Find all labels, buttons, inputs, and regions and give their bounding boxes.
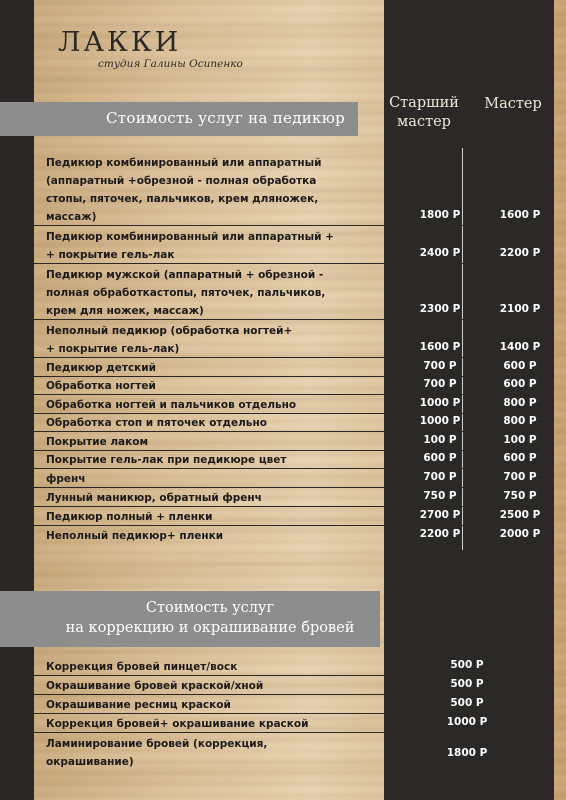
service-name: Педикюр мужской (аппаратный + обрезной - полная обработкастопы, пяточек, пальчиков, крем для ножек, массаж) [46, 269, 326, 317]
price-senior: 700 Р [423, 360, 457, 372]
price: 500 Р [450, 678, 484, 690]
price-master: 100 Р [503, 434, 537, 446]
row-divider [34, 468, 554, 469]
price-master: 700 Р [503, 471, 537, 483]
service-name: Педикюр комбинированный или аппаратный (аппаратный +обрезной - полная обработка стопы, пяточек, пальчиков, крем дляножек, массаж) [46, 157, 322, 223]
price-master: 800 Р [503, 415, 537, 427]
logo-subtitle: студия Галины Осипенко [98, 58, 243, 70]
price-senior: 1600 Р [419, 341, 461, 353]
price-master: 750 Р [503, 490, 537, 502]
service-name: Окрашивание ресниц краской [46, 699, 231, 711]
price-master: 600 Р [503, 360, 537, 372]
column-header-senior-master: Старший мастер [389, 95, 459, 130]
price-row [44, 322, 554, 358]
service-name: Покрытие лаком [46, 436, 149, 448]
logo-title: ЛАККИ [58, 27, 182, 58]
brow-price-row [44, 658, 554, 676]
brows-section-header [0, 591, 380, 647]
price-row [44, 414, 554, 432]
price-row [44, 359, 554, 377]
brow-price-row [44, 677, 554, 695]
service-name: Коррекция бровей+ окрашивание краской [46, 718, 309, 730]
column-header-master: Мастер [484, 96, 542, 112]
service-name: Ламинирование бровей (коррекция, окрашивание) [46, 738, 268, 768]
price-master: 1400 Р [499, 341, 541, 353]
row-divider [34, 319, 554, 320]
service-name: Обработка стоп и пяточек отдельно [46, 417, 267, 429]
price-row [44, 266, 554, 320]
price: 1800 Р [446, 747, 488, 759]
price-senior: 2200 Р [419, 528, 461, 540]
price-senior: 700 Р [423, 471, 457, 483]
service-name: Обработка ногтей [46, 380, 156, 392]
service-name: Окрашивание бровей краской/хной [46, 680, 264, 692]
price-master: 2500 Р [499, 509, 541, 521]
price-row [44, 396, 554, 414]
brows-section-title-line1: Стоимость услуг [145, 600, 275, 616]
row-divider [34, 732, 554, 733]
price-senior: 2700 Р [419, 509, 461, 521]
price-row [44, 154, 554, 226]
service-name: Обработка ногтей и пальчиков отдельно [46, 399, 297, 411]
row-divider [34, 225, 554, 226]
price: 1000 Р [446, 716, 488, 728]
row-divider [34, 263, 554, 264]
price-master: 2200 Р [499, 247, 541, 259]
price-senior: 600 Р [423, 452, 457, 464]
row-divider [34, 357, 554, 358]
price-row [44, 489, 554, 507]
price-row [44, 470, 554, 488]
row-divider [34, 506, 554, 507]
price-row [44, 228, 554, 264]
price-senior: 1000 Р [419, 415, 461, 427]
service-name: Педикюр полный + пленки [46, 511, 213, 523]
price-row [44, 508, 554, 526]
price-master: 2000 Р [499, 528, 541, 540]
row-divider [34, 394, 554, 395]
brows-section-title-line2: на коррекцию и окрашивание бровей [65, 620, 355, 636]
price-senior: 2300 Р [419, 303, 461, 315]
service-name: Педикюр комбинированный или аппаратный + + покрытие гель-лак [46, 231, 334, 261]
price: 500 Р [450, 659, 484, 671]
price-senior: 100 Р [423, 434, 457, 446]
row-divider [34, 525, 554, 526]
brow-price-row [44, 715, 554, 733]
brow-price-row [44, 696, 554, 714]
service-name: Лунный маникюр, обратный френч [46, 492, 262, 504]
price-senior: 1800 Р [419, 209, 461, 221]
price-senior: 700 Р [423, 378, 457, 390]
service-name: френч [46, 473, 86, 485]
price-master: 1600 Р [499, 209, 541, 221]
price-master: 2100 Р [499, 303, 541, 315]
price-row [44, 377, 554, 395]
price-row [44, 451, 554, 469]
pedicure-section-header [0, 102, 358, 136]
price: 500 Р [450, 697, 484, 709]
price-senior: 750 Р [423, 490, 457, 502]
price-row [44, 433, 554, 451]
brow-price-row [44, 735, 554, 771]
price-master: 800 Р [503, 397, 537, 409]
service-name: Неполный педикюр+ пленки [46, 530, 224, 542]
studio-logo [58, 28, 243, 70]
price-senior: 2400 Р [419, 247, 461, 259]
price-row [44, 527, 554, 545]
pedicure-section-title: Стоимость услуг на педикюр [106, 109, 345, 127]
row-divider [34, 487, 554, 488]
service-name: Коррекция бровей пинцет/воск [46, 661, 238, 673]
service-name: Педикюр детский [46, 362, 157, 374]
price-senior: 1000 Р [419, 397, 461, 409]
row-divider [34, 431, 554, 432]
price-master: 600 Р [503, 378, 537, 390]
price-master: 600 Р [503, 452, 537, 464]
service-name: Покрытие гель-лак при педикюре цвет [46, 454, 287, 466]
service-name: Неполный педикюр (обработка ногтей+ + покрытие гель-лак) [46, 325, 293, 355]
